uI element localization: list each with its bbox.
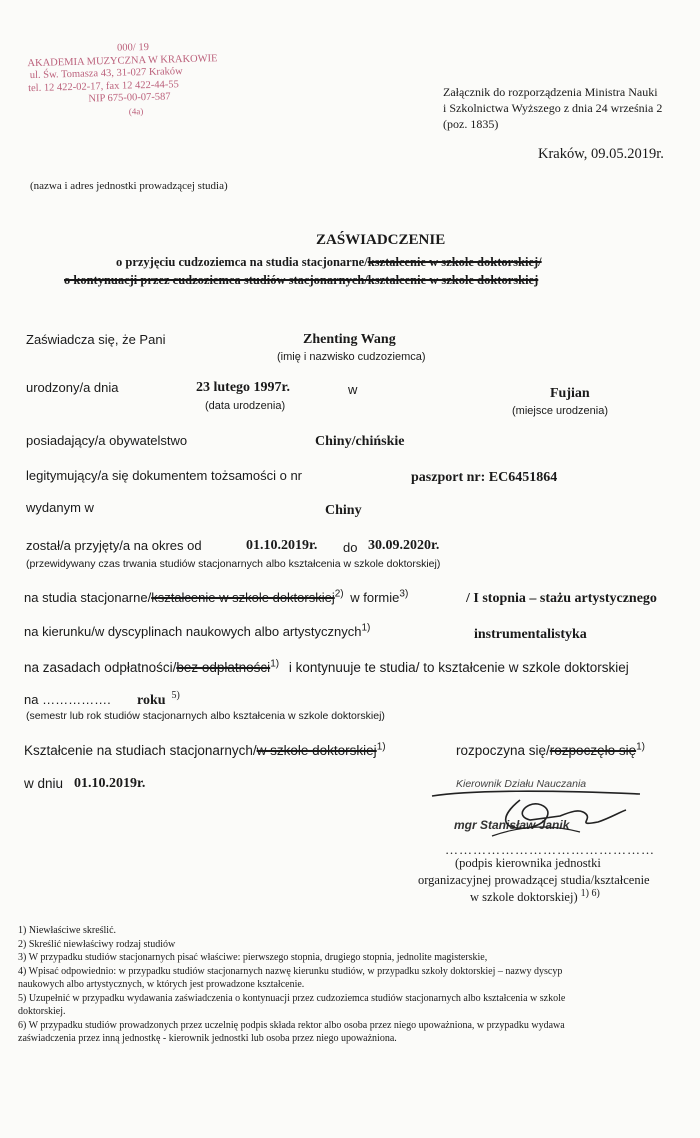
payment-b: bez odpłatności (176, 660, 271, 675)
handwritten-signature (430, 786, 660, 846)
stamp-address: ul. Św. Tomasza 43, 31-027 Kraków (29, 66, 183, 82)
education-sup: 1) (376, 741, 386, 753)
begins-row (456, 743, 645, 758)
period-from: 01.10.2019r. (246, 538, 318, 553)
document-title: ZAŚWIADCZENIE (316, 232, 446, 248)
year-row (137, 690, 180, 709)
stamp-code: (4a) (128, 105, 144, 117)
year-caption: (semestr lub rok studiów stacjonarnych albo kształcenia w szkole doktorskiej) (26, 710, 385, 722)
name-value: Zhenting Wang (303, 332, 396, 347)
field-sup: 1) (361, 622, 371, 634)
title-sub1-b: kształcenie w szkole doktorskiej/ (367, 255, 542, 269)
born-label: urodzony/a dnia (26, 380, 119, 395)
signature-stamp-line-1: Kierownik Działu Nauczania (456, 778, 587, 790)
annex-line-2: i Szkolnictwa Wyższego z dnia 24 września 2 (443, 101, 663, 115)
signature-caption-2: organizacyjnej prowadzącej studia/kształcenie (418, 873, 650, 887)
period-row (26, 538, 202, 553)
title-subline-2: o kontynuacji przez cudzoziemca studiów stacjonarnych/kształcenie w szkole doktorskiej (64, 273, 539, 287)
signature-caption-3: w szkole doktorskiej) (470, 890, 578, 904)
studies-sup: 2) (334, 588, 344, 600)
place-date: Kraków, 09.05.2019r. (538, 146, 664, 162)
id-label: legitymujący/a się dokumentem tożsamości o nr (26, 468, 303, 483)
annex-note (443, 84, 662, 132)
studies-b: kształcenie w szkole doktorskiej (151, 590, 335, 605)
footnote-6-cont: zaświadczenia przez inną jednostkę - kierownik jednostki lub osoba przez niego upoważniona. (18, 1033, 397, 1044)
dob-caption: (data urodzenia) (205, 400, 286, 412)
signature-dots: ……………………………………… (445, 842, 655, 857)
footnote-5: 5) Uzupełnić w przypadku wydawania zaświadczenia o kontynuacji przez cudzoziemca studiów stacjonarnych albo kształcenia w szkole (18, 992, 566, 1004)
certifies-label: Zaświadcza się, że Pani (26, 332, 166, 347)
payment-sup: 1) (270, 658, 280, 670)
name-caption: (imię i nazwisko cudzoziemca) (277, 351, 426, 363)
day-value: 01.10.2019r. (74, 776, 146, 791)
year-label: na ……………. (24, 692, 111, 707)
annex-line-1: Załącznik do rozporządzenia Ministra Nauki (443, 85, 658, 99)
stamp-number: 000/ 19 (116, 41, 150, 54)
payment-a: na zasadach odpłatności/ (24, 660, 177, 675)
payment-c: i kontynuuje te studia/ to kształcenie w szkole doktorskiej (288, 660, 629, 675)
citizenship-value: Chiny/chińskie (315, 434, 405, 449)
begins-a: rozpoczyna się/ (456, 743, 550, 758)
begins-sup: 1) (636, 741, 645, 753)
title-subline-1 (116, 255, 542, 270)
stamp-name: AKADEMIA MUZYCZNA W KRAKOWIE (27, 52, 218, 69)
period-to-label: do (343, 540, 358, 555)
unit-caption: (nazwa i adres jednostki prowadzącej studia) (30, 180, 228, 192)
field-label: na kierunku/w dyscyplinach naukowych albo artystycznych (24, 624, 362, 639)
day-label: w dniu (24, 776, 64, 791)
footnote-4-cont: naukowych albo artystycznych, w których jest prowadzone kształcenie. (18, 979, 305, 990)
institution-stamp (27, 39, 269, 125)
period-label: został/a przyjęty/a na okres od (26, 538, 202, 553)
issued-label: wydanym w (26, 500, 94, 515)
field-value: instrumentalistyka (474, 627, 587, 642)
field-row (24, 624, 370, 639)
footnote-1: 1) Niewłaściwe skreślić. (18, 925, 117, 936)
stamp-phone: tel. 12 422-02-17, fax 12 422-44-55 (27, 78, 179, 94)
dob-value: 23 lutego 1997r. (196, 380, 290, 395)
studies-a: na studia stacjonarne/ (24, 590, 152, 605)
signature-caption-1: (podpis kierownika jednostki (455, 856, 601, 870)
signature-stamp-line-2: mgr Stanisław Janik (454, 818, 570, 832)
begins-b: rozpoczęło się (549, 743, 637, 758)
footnote-2: 2) Skreślić niewłaściwy rodzaj studiów (18, 938, 176, 950)
education-a: Kształcenie na studiach stacjonarnych/ (24, 743, 257, 758)
footnote-4: 4) Wpisać odpowiednio: w przypadku studiów stacjonarnych nazwę kierunku studiów, w przypadku szkoły doktorskiej – nazwy dyscyp (18, 965, 563, 977)
footnote-6: 6) W przypadku studiów prowadzonych przez uczelnię podpis składa rektor albo osoba przez niego upoważniona, w przypadku wydawa (18, 1019, 565, 1031)
year-value: roku (137, 693, 166, 708)
period-caption: (przewidywany czas trwania studiów stacjonarnych albo kształcenia w szkole doktorskiej) (26, 558, 441, 570)
stamp-nip: NIP 675-00-07-587 (88, 91, 171, 105)
year-sup: 5) (171, 690, 180, 702)
form-value: / I stopnia – stażu artystycznego (466, 591, 657, 606)
signature-caption-sup: 1) 6) (580, 887, 600, 899)
issued-value: Chiny (325, 503, 362, 518)
form-sup: 3) (399, 588, 409, 600)
pob-value: Fujian (550, 386, 590, 401)
studies-row (24, 590, 408, 605)
form-label: w formie (350, 590, 400, 605)
education-row (24, 743, 386, 758)
citizenship-label: posiadający/a obywatelstwo (26, 433, 188, 448)
education-b: w szkole doktorskiej (256, 743, 377, 758)
period-to: 30.09.2020r. (368, 538, 440, 553)
annex-line-3: (poz. 1835) (443, 117, 499, 131)
footnote-3: 3) W przypadku studiów stacjonarnych pisać właściwe: pierwszego stopnia, drugiego stopnia, jednolite magisterskie, (18, 952, 488, 963)
pob-caption: (miejsce urodzenia) (512, 405, 608, 417)
footnotes (18, 924, 565, 1046)
id-value: paszport nr: EC6451864 (411, 470, 558, 485)
in-label: w (348, 382, 358, 397)
signature-caption-3-row (470, 887, 600, 905)
title-sub1-a: o przyjęciu cudzoziemca na studia stacjonarne/ (116, 255, 368, 269)
footnote-5-cont: doktorskiej. (18, 1006, 66, 1017)
payment-row (24, 660, 629, 675)
